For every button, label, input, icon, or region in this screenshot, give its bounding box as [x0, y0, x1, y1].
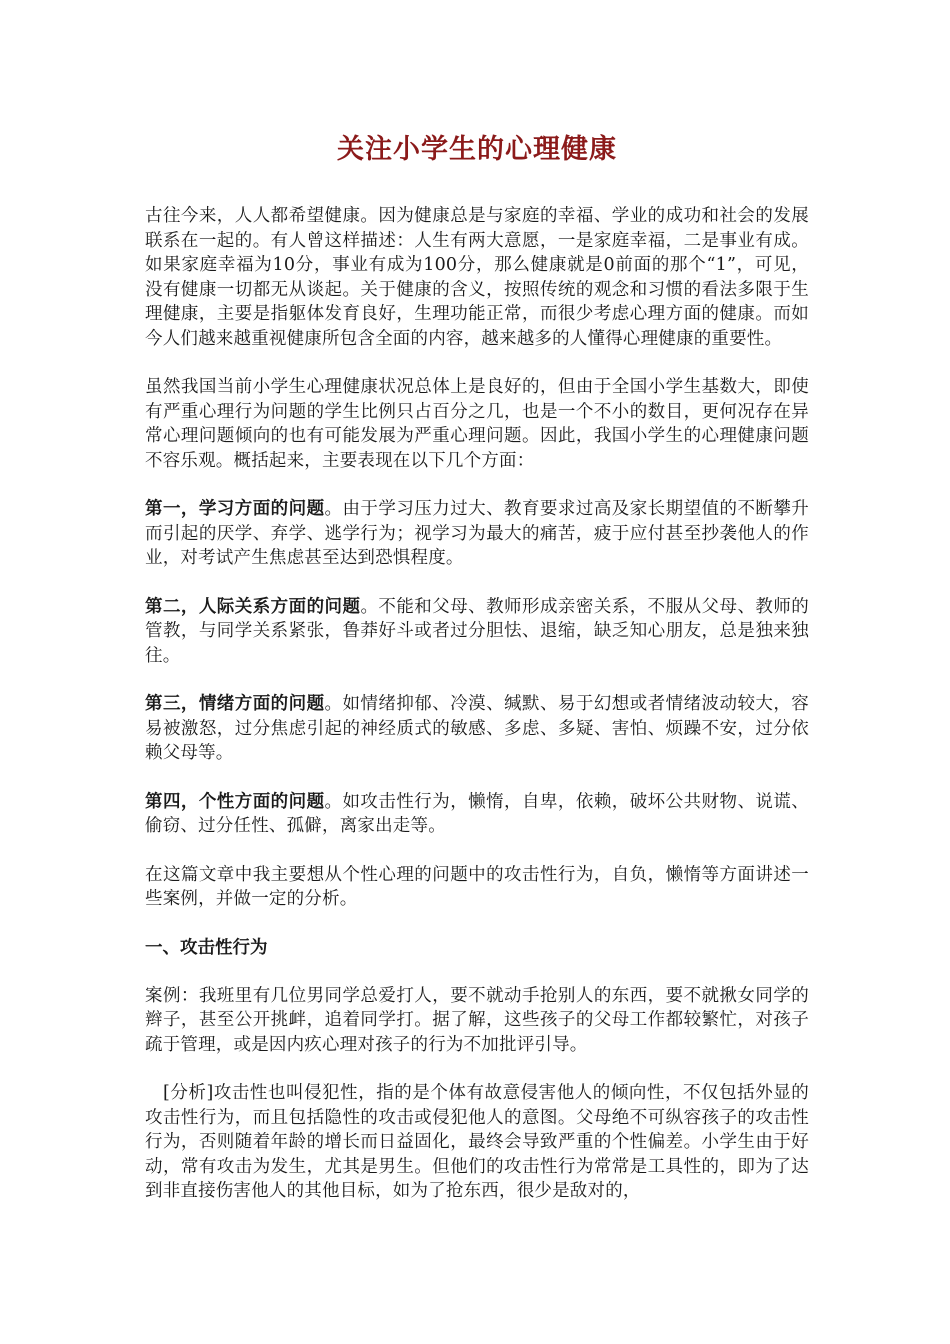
paragraph-overview: 虽然我国当前小学生心理健康状况总体上是良好的，但由于全国小学生基数大，即使有严重心理行为问题的学生比例只占百分之几，也是一个不小的数目，更何况存在异常心理问题倾向的也有可能发展为严重心理问题。因此，我国小学生的心理健康问题不容乐观。概括起来，主要表现在以下几个方面： [145, 377, 809, 471]
section-heading-aggression: 一、攻击性行为 [145, 937, 268, 958]
paragraph-case: 案例：我班里有几位男同学总爱打人，要不就动手抢别人的东西，要不就揪女同学的辫子，甚至公开挑衅，追着同学打。据了解，这些孩子的父母工作都较繁忙，对孩子疏于管理，或是因内疚心理对孩子的行为不加批评引导。 [145, 985, 809, 1055]
paragraph-lead-personality: 第四，个性方面的问题 [145, 791, 325, 812]
paragraph-text-learning: 。由于学习压力过大、教育要求过高及家长期望值的不断攀升而引起的厌学、弃学、逃学行为；视学习为最大的痛苦，疲于应付甚至抄袭他人的作业，对考试产生焦虑甚至达到恐惧程度。 [145, 499, 809, 568]
paragraph-lead-learning: 第一，学习方面的问题 [145, 499, 325, 519]
paragraph-emotion-issues [145, 692, 809, 766]
paragraph-analysis: [分析]攻击性也叫侵犯性，指的是个体有故意侵害他人的倾向性，不仅包括外显的攻击性行为，而且包括隐性的攻击或侵犯他人的意图。父母绝不可纵容孩子的攻击性行为，否则随着年龄的增长而日益固化，最终会导致严重的个性偏差。小学生由于好动，常有攻击为发生，尤其是男生。但他们的攻击性行为常常是工具性的，即为了达到非直接伤害他人的其他目标，如为了抢东西，很少是敌对的， [145, 1083, 809, 1201]
paragraph-personality-issues [145, 790, 809, 839]
paragraph-lead-emotion: 第三，情绪方面的问题 [145, 694, 325, 714]
paragraph-intro: 古往今来，人人都希望健康。因为健康总是与家庭的幸福、学业的成功和社会的发展联系在一起的。有人曾这样描述：人生有两大意愿，一是家庭幸福，二是事业有成。如果家庭幸福为10分，事业有成为100分，那么健康就是0前面的那个“1”，可见， 没有健康一切都无从谈起。关于健康的含义，按照传统的观念和习惯的看法多限于生理健康，主要是指躯体发育良好，生理功能正常，而很少考虑心理方面的健康。而如今人们越来越重视健康所包含全面的内容，越来越多的人懂得心理健康的重要性。 [145, 206, 809, 349]
document-title: 关注小学生的心理健康 [337, 134, 617, 165]
paragraph-article-scope: 在这篇文章中我主要想从个性心理的问题中的攻击性行为，自负，懒惰等方面讲述一些案例，并做一定的分析。 [145, 864, 809, 909]
paragraph-text-personality: 。如攻击性行为，懒惰，自卑，依赖，破坏公共财物、说谎、偷窃、过分任性、孤僻，离家出走等。 [145, 791, 809, 836]
paragraph-text-emotion: 。如情绪抑郁、冷漠、缄默、易于幻想或者情绪波动较大，容易被激怒，过分焦虑引起的神经质式的敏感、多虑、多疑、害怕、烦躁不安，过分依赖父母等。 [145, 694, 809, 763]
paragraph-text-relationship: 。不能和父母、教师形成亲密关系，不服从父母、教师的管教，与同学关系紧张，鲁莽好斗或者过分胆怯、退缩，缺乏知心朋友，总是独来独往。 [145, 596, 809, 666]
paragraph-learning-issues [145, 497, 809, 571]
document-body [145, 128, 809, 1204]
paragraph-lead-relationship: 第二，人际关系方面的问题 [145, 596, 361, 617]
paragraph-relationship-issues [145, 595, 809, 669]
